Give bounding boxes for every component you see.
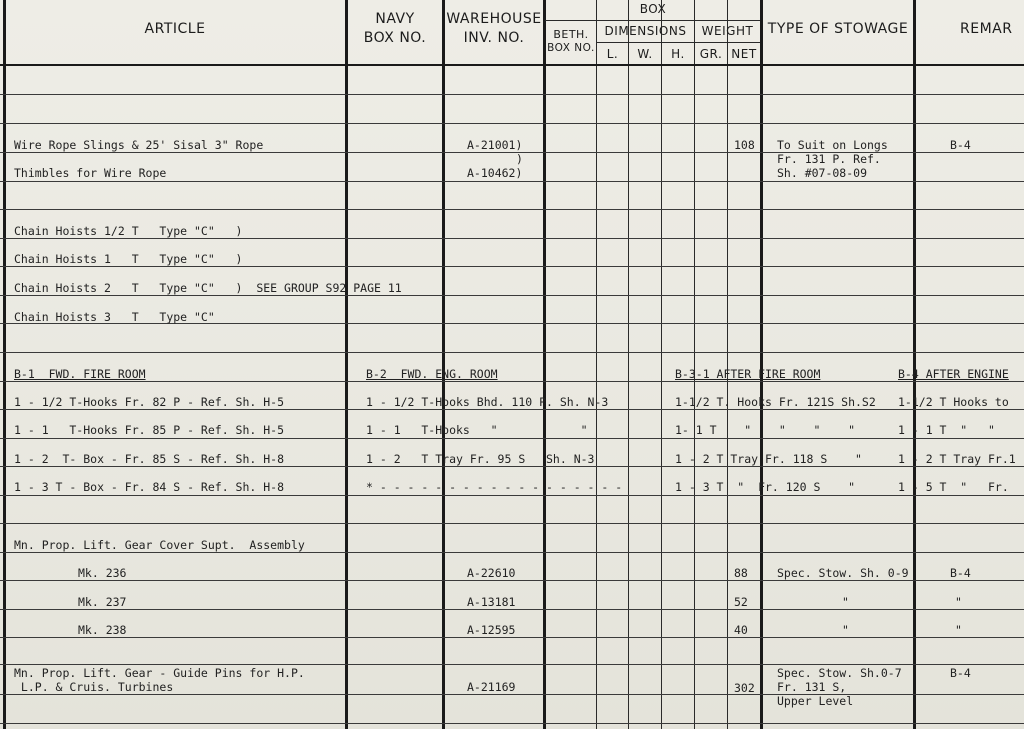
mark-net: 40 xyxy=(734,623,748,637)
column-rule xyxy=(543,0,546,729)
room-line-c3: 1 - 3 T " Fr. 120 S " xyxy=(675,480,856,494)
stowage-wire-rope-line3: Sh. #07-08-09 xyxy=(777,166,868,180)
room-line-c2: 1 - 1/2 T-Hooks Bhd. 110 P. Sh. N-3 xyxy=(366,395,609,409)
inv-brace: ) xyxy=(516,152,523,166)
row-rule xyxy=(0,664,1024,665)
mark-inv: A-12595 xyxy=(467,623,516,637)
room-line-c1: 1 - 3 T - Box - Fr. 84 S - Ref. Sh. H-8 xyxy=(14,480,285,494)
stowage-guide-pins-line1: Spec. Stow. Sh.0-7 xyxy=(777,666,902,680)
room-line-c2: * - - - - - - - - - - - - - - - - - - xyxy=(366,480,623,494)
room-line-c3: 1- 1 T " " " " xyxy=(675,423,856,437)
row-rule xyxy=(0,352,1024,353)
row-rule xyxy=(0,609,1024,610)
row-rule xyxy=(0,637,1024,638)
room-line-c4: 1 - 1 T " " xyxy=(898,423,995,437)
row-rule xyxy=(0,694,1024,695)
article-thimbles: Thimbles for Wire Rope xyxy=(14,166,167,180)
dimensions-subheader-rule xyxy=(596,42,760,43)
column-rule xyxy=(345,0,348,729)
column-rule xyxy=(3,0,6,729)
header-warehouse-line2: INV. NO. xyxy=(463,30,525,46)
mark-article: Mk. 236 xyxy=(78,566,127,580)
header-weight-gr: GR. xyxy=(699,47,723,61)
row-rule xyxy=(0,580,1024,581)
box-subheader-rule xyxy=(545,20,760,21)
mark-article: Mk. 237 xyxy=(78,595,127,609)
room-b4-heading: B-4 AFTER ENGINE xyxy=(898,367,1009,381)
row-rule xyxy=(0,209,1024,210)
mark-inv: A-13181 xyxy=(467,595,516,609)
room-line-c2: 1 - 2 T Tray Fr. 95 S Sh. N-3 xyxy=(366,452,595,466)
mark-remarks: B-4 xyxy=(950,566,971,580)
row-rule xyxy=(0,123,1024,124)
header-navy-box-line2: BOX NO. xyxy=(363,30,427,46)
row-rule xyxy=(0,523,1024,524)
stowage-wire-rope-line1: To Suit on Longs xyxy=(777,138,888,152)
row-rule xyxy=(0,495,1024,496)
header-navy-box-line1: NAVY xyxy=(375,11,415,27)
column-rule xyxy=(442,0,445,729)
net-wire-rope: 108 xyxy=(734,138,755,152)
row-rule xyxy=(0,466,1024,467)
mark-net: 52 xyxy=(734,595,748,609)
column-rule xyxy=(596,0,597,729)
inv-guide-pins: A-21169 xyxy=(467,680,516,694)
room-line-c4: 1 - 5 T " Fr. xyxy=(898,480,1009,494)
header-dim-w: W. xyxy=(637,47,653,61)
article-guide-pins-line1: Mn. Prop. Lift. Gear - Guide Pins for H.P. xyxy=(14,666,305,680)
article-lift-gear: Mn. Prop. Lift. Gear Cover Supt. Assembly xyxy=(14,538,305,552)
column-rule xyxy=(628,0,629,729)
article-guide-pins-line2: L.P. & Cruis. Turbines xyxy=(14,680,174,694)
header-beth-box-line2: BOX NO. xyxy=(547,42,595,54)
stowage-wire-rope-line2: Fr. 131 P. Ref. xyxy=(777,152,881,166)
row-rule xyxy=(0,723,1024,724)
room-b3-heading: B-3-1 AFTER FIRE ROOM xyxy=(675,367,821,381)
row-rule xyxy=(0,94,1024,95)
stowage-guide-pins-line3: Upper Level xyxy=(777,694,854,708)
room-b1-heading: B-1 FWD. FIRE ROOM xyxy=(14,367,146,381)
column-rule xyxy=(913,0,916,729)
header-weight: WEIGHT xyxy=(701,24,754,38)
room-line-c4: 1 - 2 T Tray Fr.1 xyxy=(898,452,1016,466)
header-beth-box-line1: BETH. xyxy=(553,28,589,41)
stowage-guide-pins-line2: Fr. 131 S, xyxy=(777,680,847,694)
row-rule xyxy=(0,438,1024,439)
mark-stowage: " xyxy=(842,595,849,609)
room-line-c3: 1-1/2 T. Hooks Fr. 121S Sh.S2 xyxy=(675,395,876,409)
chain-hoist-row: Chain Hoists 2 T Type "C" ) SEE GROUP S92 PAGE 11 xyxy=(14,281,402,295)
article-wire-rope: Wire Rope Slings & 25' Sisal 3" Rope xyxy=(14,138,264,152)
header-weight-net: NET xyxy=(731,47,757,61)
column-rule xyxy=(661,0,662,729)
header-article: ARTICLE xyxy=(144,21,206,37)
row-rule xyxy=(0,409,1024,410)
net-guide-pins: 302 xyxy=(734,681,755,695)
row-rule xyxy=(0,181,1024,182)
room-line-c1: 1 - 1 T-Hooks Fr. 85 P - Ref. Sh. H-5 xyxy=(14,423,285,437)
row-rule xyxy=(0,295,1024,296)
room-line-c4: 1-1/2 T Hooks to xyxy=(898,395,1009,409)
column-rule xyxy=(727,0,728,729)
chain-hoist-row: Chain Hoists 1 T Type "C" ) xyxy=(14,252,243,266)
column-rule xyxy=(760,0,763,729)
row-rule xyxy=(0,552,1024,553)
header-box: BOX xyxy=(639,2,667,16)
header-dim-h: H. xyxy=(671,47,685,61)
room-line-c3: 1 - 2 T Tray Fr. 118 S " xyxy=(675,452,862,466)
mark-remarks: " xyxy=(955,623,962,637)
header-warehouse-line1: WAREHOUSE xyxy=(446,11,542,27)
remarks-guide-pins: B-4 xyxy=(950,666,971,680)
remarks-wire-rope: B-4 xyxy=(950,138,971,152)
mark-inv: A-22610 xyxy=(467,566,516,580)
header-bottom-rule xyxy=(0,64,1024,66)
row-rule xyxy=(0,266,1024,267)
mark-stowage: Spec. Stow. Sh. 0-9 xyxy=(777,566,909,580)
column-rule xyxy=(694,0,695,729)
room-line-c2: 1 - 1 T-Hooks " " xyxy=(366,423,588,437)
chain-hoist-row: Chain Hoists 1/2 T Type "C" ) xyxy=(14,224,243,238)
inv-thimbles: A-10462) xyxy=(467,166,523,180)
mark-article: Mk. 238 xyxy=(78,623,127,637)
row-rule xyxy=(0,238,1024,239)
mark-net: 88 xyxy=(734,566,748,580)
header-dim-l: L. xyxy=(606,47,619,61)
row-rule xyxy=(0,381,1024,382)
room-b2-heading: B-2 FWD. ENG. ROOM xyxy=(366,367,498,381)
room-line-c1: 1 - 1/2 T-Hooks Fr. 82 P - Ref. Sh. H-5 xyxy=(14,395,285,409)
mark-stowage: " xyxy=(842,623,849,637)
room-line-c1: 1 - 2 T- Box - Fr. 85 S - Ref. Sh. H-8 xyxy=(14,452,285,466)
header-dimensions: DIMENSIONS xyxy=(604,24,687,38)
chain-hoist-row: Chain Hoists 3 T Type "C" xyxy=(14,310,215,324)
inv-wire-rope: A-21001) xyxy=(467,138,523,152)
header-remarks: REMAR xyxy=(960,21,1013,37)
mark-remarks: " xyxy=(955,595,962,609)
header-stowage: TYPE OF STOWAGE xyxy=(767,21,909,37)
